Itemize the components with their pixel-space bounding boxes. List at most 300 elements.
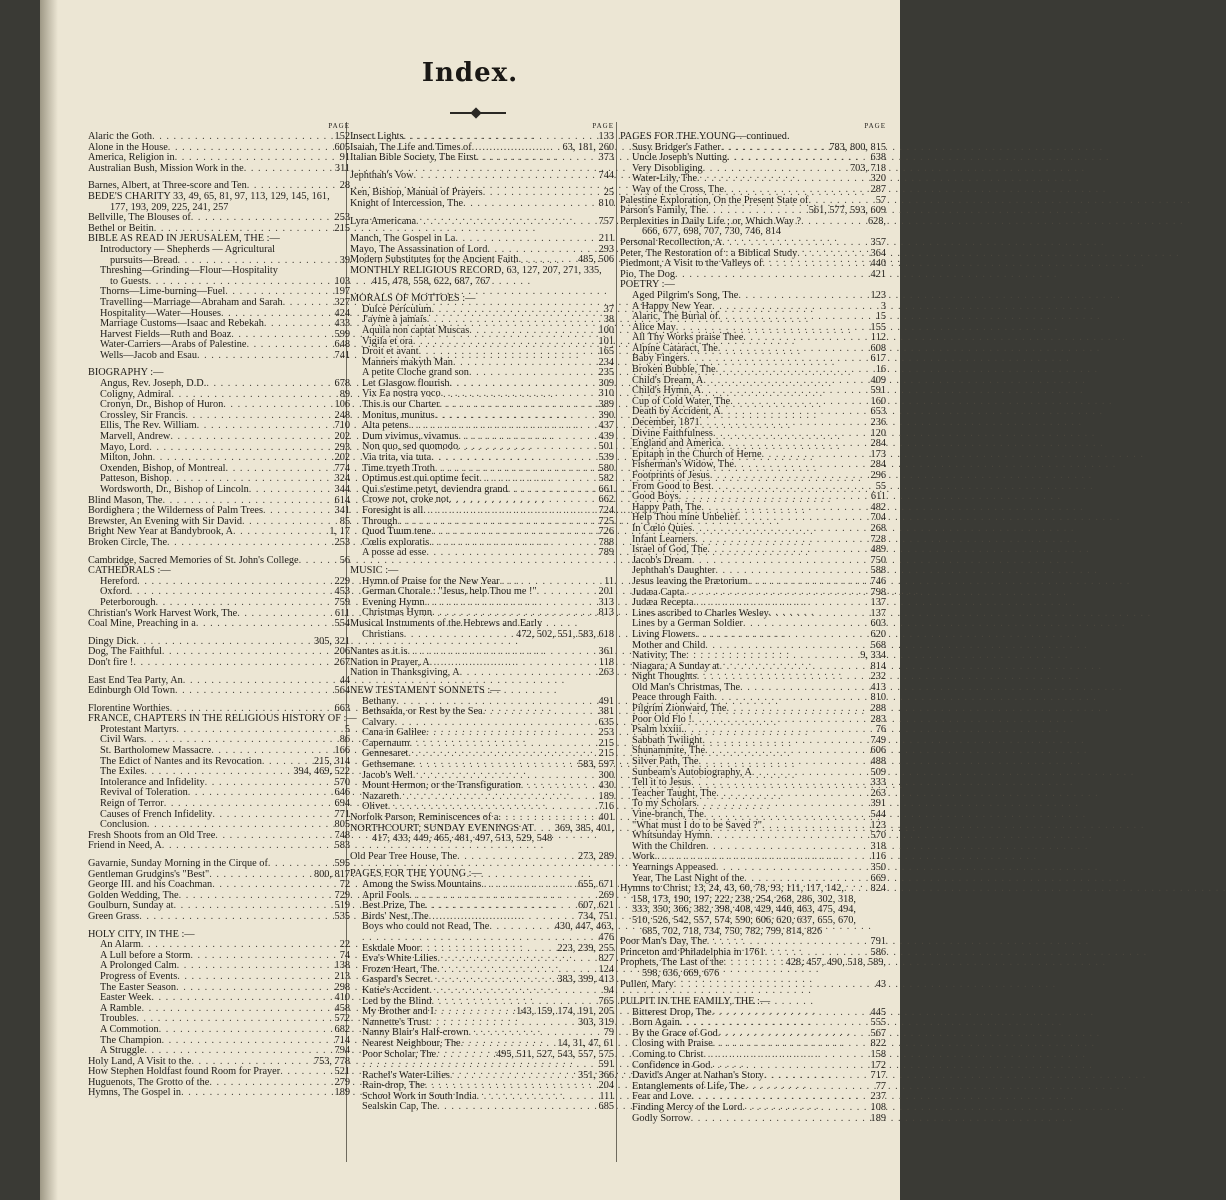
- entry-page-numbers: 202: [334, 431, 350, 443]
- entry-title: Easter Week: [100, 992, 152, 1004]
- entry-title: Crossley, Sir Francis: [100, 409, 186, 421]
- entry-page-numbers: 753, 778: [313, 1055, 350, 1067]
- entry-page-numbers: 86: [339, 734, 350, 746]
- entry-page-numbers: 213: [334, 970, 350, 982]
- entry-page-numbers: 488: [870, 756, 886, 768]
- entry-title: Night Thoughts: [632, 671, 697, 683]
- entry-page-numbers: 39: [339, 254, 350, 266]
- entry-page-numbers: 716: [598, 801, 614, 813]
- dot-leader: [801, 217, 866, 228]
- entry-title: April Fools: [362, 889, 410, 901]
- entry-page-numbers: 810: [598, 197, 614, 209]
- entry-page-numbers: 582: [598, 473, 614, 485]
- entry-page-numbers: 389: [598, 399, 614, 411]
- entry-title: Jesus leaving the Prætorium: [632, 575, 748, 587]
- entry-title: Judæa Recepta: [632, 597, 694, 609]
- index-entry: [620, 132, 886, 143]
- entry-page-numbers: 564: [334, 685, 350, 697]
- entry-page-numbers: 123: [870, 289, 886, 301]
- entry-page-numbers: 206: [334, 646, 350, 658]
- entry-page-numbers: 424: [334, 307, 350, 319]
- entry-page-numbers: 814: [870, 660, 886, 672]
- entry-title: Jacob's Well: [362, 769, 413, 781]
- entry-page-numbers: 55: [875, 480, 886, 492]
- book-page: [40, 0, 900, 1200]
- dot-leader: [167, 538, 333, 549]
- entry-title: My Brother and I: [362, 1006, 434, 1018]
- entry-title: Nantes as it is: [350, 646, 408, 658]
- dot-leader: [675, 270, 869, 281]
- index-entry: [620, 863, 886, 874]
- entry-title: Edinburgh Old Town: [88, 685, 175, 697]
- dot-leader: [162, 841, 333, 852]
- entry-title: Olivet: [362, 801, 388, 813]
- entry-title: Hymns to Christ, 13, 24, 43, 60, 78, 93, 111, 117, 142,: [620, 883, 844, 895]
- entry-title: Bethany: [362, 695, 397, 707]
- entry-title: Jephthah's Daughter: [632, 565, 716, 577]
- entry-page-numbers: 391: [870, 798, 886, 810]
- dot-leader: [429, 986, 601, 997]
- index-entry: [350, 266, 614, 277]
- entry-title: Nanny Blair's Half-crown: [362, 1027, 469, 1039]
- entry-page-numbers: 357: [870, 236, 886, 248]
- entry-page-numbers: 661: [598, 483, 614, 495]
- entry-title: St. Bartholomew Massacre: [100, 745, 212, 757]
- entry-page-numbers: 791: [870, 936, 886, 948]
- entry-page-numbers: 303, 319: [577, 1016, 614, 1028]
- entry-page-numbers: 373: [598, 152, 614, 164]
- index-entry: [88, 972, 350, 983]
- entry-title: Evening Hymn: [362, 596, 425, 608]
- entry-title: Dulce Periculum: [362, 303, 432, 315]
- entry-page-numbers: 453: [334, 586, 350, 598]
- entry-page-numbers: 614: [334, 494, 350, 506]
- entry-page-numbers: 430, 447, 463,: [554, 921, 614, 933]
- entry-page-numbers: 15: [875, 311, 886, 323]
- index-entry: [350, 933, 614, 944]
- index-entry: [88, 351, 350, 362]
- dot-leader: [481, 880, 576, 891]
- entry-title: Bright New Year at Bandybrook, A: [88, 526, 234, 538]
- entry-title: Crowe not, croke not: [362, 494, 449, 506]
- entry-page-numbers: 704: [870, 512, 886, 524]
- entry-page-numbers: 263: [598, 667, 614, 679]
- entry-page-numbers: 394, 469, 522: [293, 766, 350, 778]
- entry-title: Alta petens: [362, 420, 409, 432]
- entry-page-numbers: 744: [598, 169, 614, 181]
- index-entry: [620, 577, 886, 588]
- dot-leader: [748, 577, 869, 588]
- entry-title: 666, 677, 698, 707, 730, 746, 814: [642, 226, 782, 238]
- entry-title: Christians: [362, 628, 404, 640]
- page-header-label: PAGE: [864, 122, 886, 130]
- entry-title: Alpine Cataract, The: [632, 342, 718, 354]
- entry-page-numbers: 14, 31, 47, 61: [557, 1037, 614, 1049]
- entry-title: Musical Instruments of the Hebrews and Early: [350, 617, 543, 629]
- entry-title: Cronyn, Dr., Bishop of Huron: [100, 399, 224, 411]
- entry-title: Reign of Terror: [100, 798, 164, 810]
- entry-title: Rain-drop, The: [362, 1080, 425, 1092]
- entry-title: Ellis, The Rev. William: [100, 420, 197, 432]
- entry-title: Peterborough: [100, 596, 156, 608]
- entry-title: Civil Wars: [100, 734, 144, 746]
- entry-page-numbers: 189: [334, 1087, 350, 1099]
- index-entry: [350, 153, 614, 164]
- entry-page-numbers: 539: [598, 452, 614, 464]
- entry-page-numbers: 268: [870, 522, 886, 534]
- entry-page-numbers: 608: [870, 342, 886, 354]
- entry-title: Nativity, The: [632, 650, 687, 662]
- entry-title: Finding Mercy of the Lord: [632, 1102, 743, 1114]
- entry-page-numbers: 646: [334, 787, 350, 799]
- dot-leader: [437, 1102, 597, 1113]
- entry-title: Vine-branch, The: [632, 809, 704, 820]
- index-entry: [350, 686, 614, 697]
- entry-page-numbers: 583, 597: [577, 759, 614, 771]
- entry-page-numbers: 728: [870, 533, 886, 545]
- entry-page-numbers: 669: [870, 872, 886, 884]
- entry-title: Don't fire !: [88, 656, 134, 668]
- index-entry: [620, 471, 886, 482]
- dot-leader: [463, 199, 596, 210]
- entry-title: Vigila et ora: [362, 335, 413, 347]
- entry-page-numbers: 714: [334, 1034, 350, 1046]
- entry-page-numbers: 413: [870, 681, 886, 693]
- entry-title: Marriage Customs—Isaac and Rebekah: [100, 318, 264, 330]
- entry-title: Uncle Joseph's Nutting: [632, 152, 728, 164]
- entry-page-numbers: 253: [334, 536, 350, 548]
- entry-title: Infant Learners: [632, 533, 696, 545]
- entry-page-numbers: 253: [598, 727, 614, 739]
- entry-page-numbers: 89: [339, 388, 350, 400]
- entry-title: Vix Ea nostra voco: [362, 388, 441, 400]
- entry-title: Teacher Taught, The: [632, 787, 717, 799]
- entry-title: Patteson, Bishop: [100, 473, 170, 485]
- entry-page-numbers: 77: [875, 1080, 886, 1092]
- entry-title: Closing with Praise: [632, 1038, 713, 1050]
- entry-page-numbers: 293: [598, 243, 614, 255]
- entry-page-numbers: 729: [334, 889, 350, 901]
- entry-page-numbers: 458: [334, 1002, 350, 1014]
- entry-title: Prophets, The Last of the: [620, 957, 724, 969]
- entry-page-numbers: 273, 289: [577, 850, 614, 862]
- entry-page-numbers: 236: [870, 417, 886, 429]
- entry-page-numbers: 112: [870, 332, 886, 344]
- entry-page-numbers: 617: [870, 353, 886, 365]
- entry-page-numbers: 430: [598, 780, 614, 792]
- entry-title: Alice May: [632, 321, 676, 333]
- entry-page-numbers: 3: [880, 300, 886, 312]
- entry-page-numbers: 682: [334, 1023, 350, 1035]
- entry-page-numbers: 620: [870, 628, 886, 640]
- entry-title: Bellville, The Blouses of: [88, 212, 191, 224]
- dot-leader: [283, 298, 333, 309]
- entry-title: A Happy New Year: [632, 300, 713, 312]
- entry-page-numbers: 741: [334, 349, 350, 361]
- entry-page-numbers: 57: [875, 194, 886, 206]
- index-entry: [88, 841, 350, 852]
- entry-title: Friend in Need, A: [88, 840, 162, 852]
- entry-title: Confidence in God: [632, 1059, 711, 1071]
- entry-page-numbers: 653: [870, 406, 886, 418]
- entry-page-numbers: 56: [339, 554, 350, 566]
- entry-title: Silver Path, The: [632, 756, 699, 768]
- entry-title: Work: [632, 851, 655, 863]
- entry-title: HOLY CITY, IN THE :—: [88, 928, 195, 940]
- entry-title: BEDE'S CHARITY 33, 49, 65, 81, 97, 113, 129, 145, 161,: [88, 190, 330, 202]
- index-column-2: [350, 120, 614, 1113]
- entry-page-numbers: 85: [339, 515, 350, 527]
- dot-leader: [362, 933, 597, 944]
- entry-title: From Good to Best: [632, 480, 712, 492]
- entry-page-numbers: 123: [870, 819, 886, 831]
- entry-page-numbers: 364: [870, 247, 886, 259]
- entry-page-numbers: 428, 457, 490, 518, 589,: [785, 957, 886, 969]
- dot-leader: [461, 1039, 556, 1050]
- entry-title: Holy Land, A Visit to the: [88, 1055, 192, 1067]
- entry-page-numbers: 223, 239, 255: [557, 942, 614, 954]
- index-entry: [88, 912, 350, 923]
- entry-title: to Guests: [110, 275, 149, 287]
- index-entry: [350, 132, 614, 143]
- entry-title: Italian Bible Society, The First: [350, 152, 477, 164]
- entry-title: 415, 478, 558, 622, 687, 767: [372, 275, 491, 287]
- entry-page-numbers: 703, 718: [849, 162, 886, 174]
- entry-page-numbers: 215: [598, 737, 614, 749]
- entry-page-numbers: 599: [334, 328, 350, 340]
- entry-page-numbers: 120: [870, 427, 886, 439]
- entry-title: Alaric, The Burial of: [632, 311, 719, 323]
- entry-page-numbers: 485, 506: [577, 254, 614, 266]
- entry-title: This is our Charter: [362, 399, 440, 411]
- entry-page-numbers: 638: [870, 152, 886, 164]
- entry-title: East End Tea Party, An: [88, 674, 183, 686]
- entry-title: Non quo, sed quomodo: [362, 441, 459, 453]
- entry-title: Eva's White Lilies: [362, 953, 438, 965]
- entry-page-numbers: 253: [334, 212, 350, 224]
- entry-page-numbers: 324: [334, 473, 350, 485]
- entry-title: England and America: [632, 438, 722, 450]
- entry-page-numbers: 22: [339, 939, 350, 951]
- entry-page-numbers: 269: [598, 889, 614, 901]
- entry-page-numbers: 685: [598, 1101, 614, 1113]
- entry-page-numbers: 607, 621: [577, 900, 614, 912]
- entry-title: Barnes, Albert, at Three-score and Ten: [88, 180, 247, 192]
- entry-title: Goulburn, Sunday at: [88, 900, 174, 912]
- entry-page-numbers: 172: [870, 1059, 886, 1071]
- entry-page-numbers: 521: [334, 1066, 350, 1078]
- entry-title: "What must I do to be Saved ?": [632, 819, 762, 831]
- entry-page-numbers: 320: [870, 173, 886, 185]
- entry-title: Australian Bush, Mission Work in the: [88, 162, 244, 174]
- entry-title: Princeton and Philadelphia in 1761: [620, 946, 765, 958]
- entry-title: To my Scholars: [632, 798, 697, 810]
- index-entry: [350, 852, 614, 863]
- dot-leader: [426, 548, 596, 559]
- entry-title: Pio, The Dog: [620, 268, 676, 280]
- entry-title: Psalm lxxiii.: [632, 724, 685, 736]
- entry-page-numbers: 333: [870, 777, 886, 789]
- entry-title: Thorns—Lime-burning—Fuel: [100, 286, 226, 298]
- entry-page-numbers: 100: [598, 324, 614, 336]
- entry-title: Water-Lily, The: [632, 173, 698, 185]
- entry-page-numbers: 501: [598, 441, 614, 453]
- entry-title: Nannette's Trust: [362, 1016, 429, 1028]
- entry-title: Progress of Events: [100, 970, 178, 982]
- entry-title: Manners makyth Man: [362, 356, 453, 368]
- entry-page-numbers: 570: [870, 830, 886, 842]
- entry-title: A Ramble: [100, 1002, 142, 1014]
- entry-page-numbers: 318: [870, 840, 886, 852]
- dot-leader: [476, 153, 596, 164]
- entry-title: Angus, Rev. Joseph, D.D.: [100, 378, 207, 390]
- entry-title: Personal Recollection, A: [620, 236, 723, 248]
- entry-page-numbers: 519: [334, 900, 350, 912]
- entry-page-numbers: 734, 751: [577, 910, 614, 922]
- entry-title: A Commotion: [100, 1023, 159, 1035]
- entry-page-numbers: 283: [870, 713, 886, 725]
- dot-leader: [196, 619, 333, 630]
- entry-page-numbers: 293: [334, 441, 350, 453]
- index-entry: [88, 658, 350, 669]
- entry-page-numbers: 759: [334, 596, 350, 608]
- index-entry: [350, 880, 614, 891]
- index-entry: [620, 810, 886, 821]
- index-entry: [88, 598, 350, 609]
- dot-leader: [695, 630, 868, 641]
- entry-page-numbers: 311: [334, 162, 350, 174]
- entry-page-numbers: 232: [870, 671, 886, 683]
- entry-title: Whitsunday Hymn: [632, 830, 711, 842]
- entry-page-numbers: 813: [598, 607, 614, 619]
- entry-title: Palestine Exploration, On the Present State of: [620, 194, 809, 206]
- entry-page-numbers: 783, 800, 815: [829, 141, 886, 153]
- entry-title: Gavarnie, Sunday Morning in the Cirque of: [88, 858, 268, 869]
- entry-title: A Prolonged Calm: [100, 960, 177, 972]
- entry-page-numbers: 327: [334, 296, 350, 308]
- entry-title: A petite Cloche grand son: [362, 367, 469, 379]
- entry-page-numbers: 284: [870, 438, 886, 450]
- dot-leader: [155, 598, 332, 609]
- index-entry: [350, 630, 614, 641]
- entry-title: Katie's Accident: [362, 984, 430, 996]
- entry-title: Mayo, The Assassination of Lord: [350, 243, 488, 255]
- entry-title: Introductory — Shepherds — Agricultural: [100, 243, 276, 255]
- entry-page-numbers: 544: [870, 809, 886, 820]
- entry-page-numbers: 160: [870, 395, 886, 407]
- index-entry: [350, 277, 614, 288]
- entry-page-numbers: 310: [598, 388, 614, 400]
- entry-title: George III. and his Coachman: [88, 879, 213, 891]
- entry-page-numbers: 798: [870, 586, 886, 598]
- index-entry: [350, 548, 614, 559]
- dot-leader: [249, 485, 333, 496]
- entry-page-numbers: 38: [603, 314, 614, 326]
- entry-title: Oxenden, Bishop, of Montreal: [100, 462, 226, 474]
- entry-page-numbers: 710: [334, 420, 350, 432]
- entry-title: Baby Fingers: [632, 353, 688, 365]
- entry-title: Oxford: [100, 586, 130, 598]
- dot-leader: [159, 1025, 333, 1036]
- entry-page-numbers: 137: [870, 597, 886, 609]
- entry-title: Divine Faithfulness: [632, 427, 713, 439]
- dot-leader: [133, 658, 332, 669]
- entry-title: Pullen, Mary: [620, 978, 674, 990]
- entry-page-numbers: 108: [870, 1102, 886, 1114]
- entry-page-numbers: 106: [334, 399, 350, 411]
- dot-leader: [181, 1088, 332, 1099]
- entry-page-numbers: 810: [870, 692, 886, 704]
- entry-page-numbers: 588: [870, 565, 886, 577]
- entry-title: Green Grass: [88, 910, 140, 922]
- entry-title: Child's Dream, A: [632, 374, 704, 386]
- index-entry: [88, 192, 350, 203]
- entry-page-numbers: 748: [334, 829, 350, 841]
- entry-title: December, 1871: [632, 417, 700, 429]
- entry-page-numbers: 215: [598, 748, 614, 760]
- index-entry: [620, 1114, 886, 1125]
- entry-page-numbers: 173: [870, 448, 886, 460]
- entry-page-numbers: 765: [598, 995, 614, 1007]
- entry-title: Way of the Cross, The: [632, 183, 724, 195]
- entry-page-numbers: 313: [598, 596, 614, 608]
- entry-title: NEW TESTAMENT SONNETS :—: [350, 684, 501, 696]
- entry-title: Entanglements of Life, The: [632, 1080, 746, 1092]
- entry-page-numbers: 746: [870, 575, 886, 587]
- index-entry: [350, 326, 614, 337]
- entry-title: Bethel or Beitin: [88, 222, 154, 234]
- entry-title: FRANCE, CHAPTERS IN THE RELIGIOUS HISTORY OF :—: [88, 713, 357, 725]
- entry-title: 417, 433, 449, 465, 481, 497, 513, 529, 548: [372, 833, 553, 845]
- entry-title: All Thy Works praise Thee: [632, 332, 744, 344]
- entry-title: Judæa Capta: [632, 586, 685, 598]
- entry-page-numbers: 725: [598, 515, 614, 527]
- entry-title: Fresh Shoots from an Old Tree: [88, 829, 216, 841]
- entry-title: Aged Pilgrim's Song, The: [632, 289, 739, 301]
- dot-leader: [403, 132, 596, 143]
- entry-page-numbers: 805: [334, 819, 350, 831]
- entry-title: MUSIC :—: [350, 564, 399, 576]
- entry-title: Pilgrim Zionward, The: [632, 703, 727, 715]
- entry-title: Christian's Work Harvest Work, The: [88, 607, 238, 619]
- index-entry: [88, 859, 350, 870]
- entry-title: Optimus est qui optime fecit: [362, 473, 480, 485]
- entry-page-numbers: 555: [870, 1017, 886, 1029]
- entry-title: Troubles: [100, 1013, 137, 1025]
- index-entry: [620, 969, 886, 980]
- entry-title: Living Flowers: [632, 628, 696, 640]
- entry-title: Cœlis exploratis: [362, 536, 430, 548]
- entry-title: An Alarm: [100, 939, 141, 951]
- entry-page-numbers: 591: [598, 1059, 614, 1071]
- entry-title: Old Pear Tree House, The: [350, 850, 458, 862]
- entry-title: Via trita, via tuta: [362, 452, 432, 464]
- entry-title: Among the Swiss Mountains: [362, 879, 482, 890]
- entry-title: Gentleman Grudgins's "Best": [88, 868, 210, 880]
- entry-page-numbers: 155: [870, 321, 886, 333]
- entry-title: Peter, The Restoration of : a Biblical Study: [620, 247, 798, 259]
- entry-page-numbers: 166: [334, 745, 350, 757]
- entry-title: POETRY :—: [620, 279, 675, 291]
- entry-page-numbers: 410: [334, 992, 350, 1004]
- entry-page-numbers: 28: [339, 180, 350, 192]
- entry-page-numbers: 771: [334, 808, 350, 820]
- entry-title: 333, 350, 366, 382, 398, 408, 429, 446, 463, 475, 494,: [632, 904, 856, 916]
- entry-title: Very Disobliging: [632, 162, 703, 174]
- entry-page-numbers: 648: [334, 339, 350, 351]
- entry-page-numbers: 726: [598, 526, 614, 538]
- entry-title: Aquila non captat Muscas: [362, 324, 470, 336]
